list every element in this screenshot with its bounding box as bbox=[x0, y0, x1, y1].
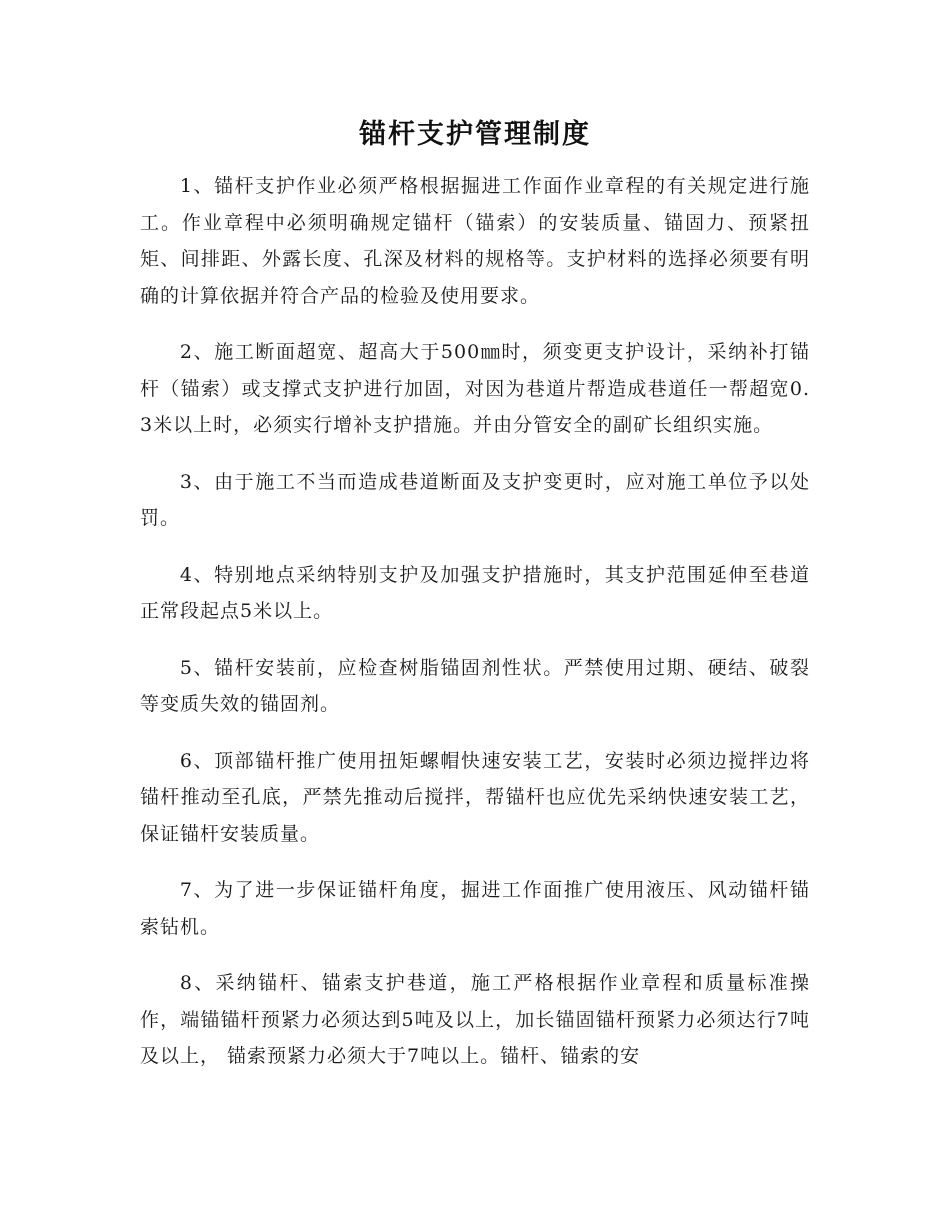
paragraph-6: 6、顶部锚杆推广使用扭矩螺帽快速安装工艺，安装时必须边搅拌边将锚杆推动至孔底，严禁先推动后搅拌，帮锚杆也应优先采纳快速安装工艺，保证锚杆安装质量。 bbox=[140, 749, 810, 845]
paragraph-4: 4、特别地点采纳特别支护及加强支护措施时，其支护范围延伸至巷道正常段起点5米以上。 bbox=[140, 563, 810, 622]
paragraph-7: 7、为了进一步保证锚杆角度，掘进工作面推广使用液压、风动锚杆锚索钻机。 bbox=[140, 879, 810, 938]
document-body bbox=[140, 168, 810, 1095]
paragraph-2: 2、施工断面超宽、超高大于500㎜时，须变更支护设计，采纳补打锚杆（锚索）或支撑式支护进行加固，对因为巷道片帮造成巷道任一帮超宽0.3米以上时，必须实行增补支护措施。并由分管安全的副矿长组织实施。 bbox=[140, 341, 810, 436]
paragraph-8: 8、采纳锚杆、锚索支护巷道，施工严格根据作业章程和质量标准操作，端锚锚杆预紧力必须达到5吨及以上，加长锚固锚杆预紧力必须达行7吨及以上， 锚索预紧力必须大于7吨以上。锚杆、锚索的安 bbox=[140, 972, 810, 1067]
paragraph-5: 5、锚杆安装前，应检查树脂锚固剂性状。严禁使用过期、硬结、破裂等变质失效的锚固剂。 bbox=[140, 656, 810, 715]
document-title: 锚杆支护管理制度 bbox=[359, 119, 591, 150]
paragraph-3: 3、由于施工不当而造成巷道断面及支护变更时，应对施工单位予以处罚。 bbox=[140, 470, 810, 529]
paragraph-1: 1、锚杆支护作业必须严格根据掘进工作面作业章程的有关规定进行施工。作业章程中必须明确规定锚杆（锚索）的安装质量、锚固力、预紧扭矩、间排距、外露长度、孔深及材料的规格等。支护材料的选择必须要有明确的计算依据并符合产品的检验及使用要求。 bbox=[140, 175, 810, 307]
